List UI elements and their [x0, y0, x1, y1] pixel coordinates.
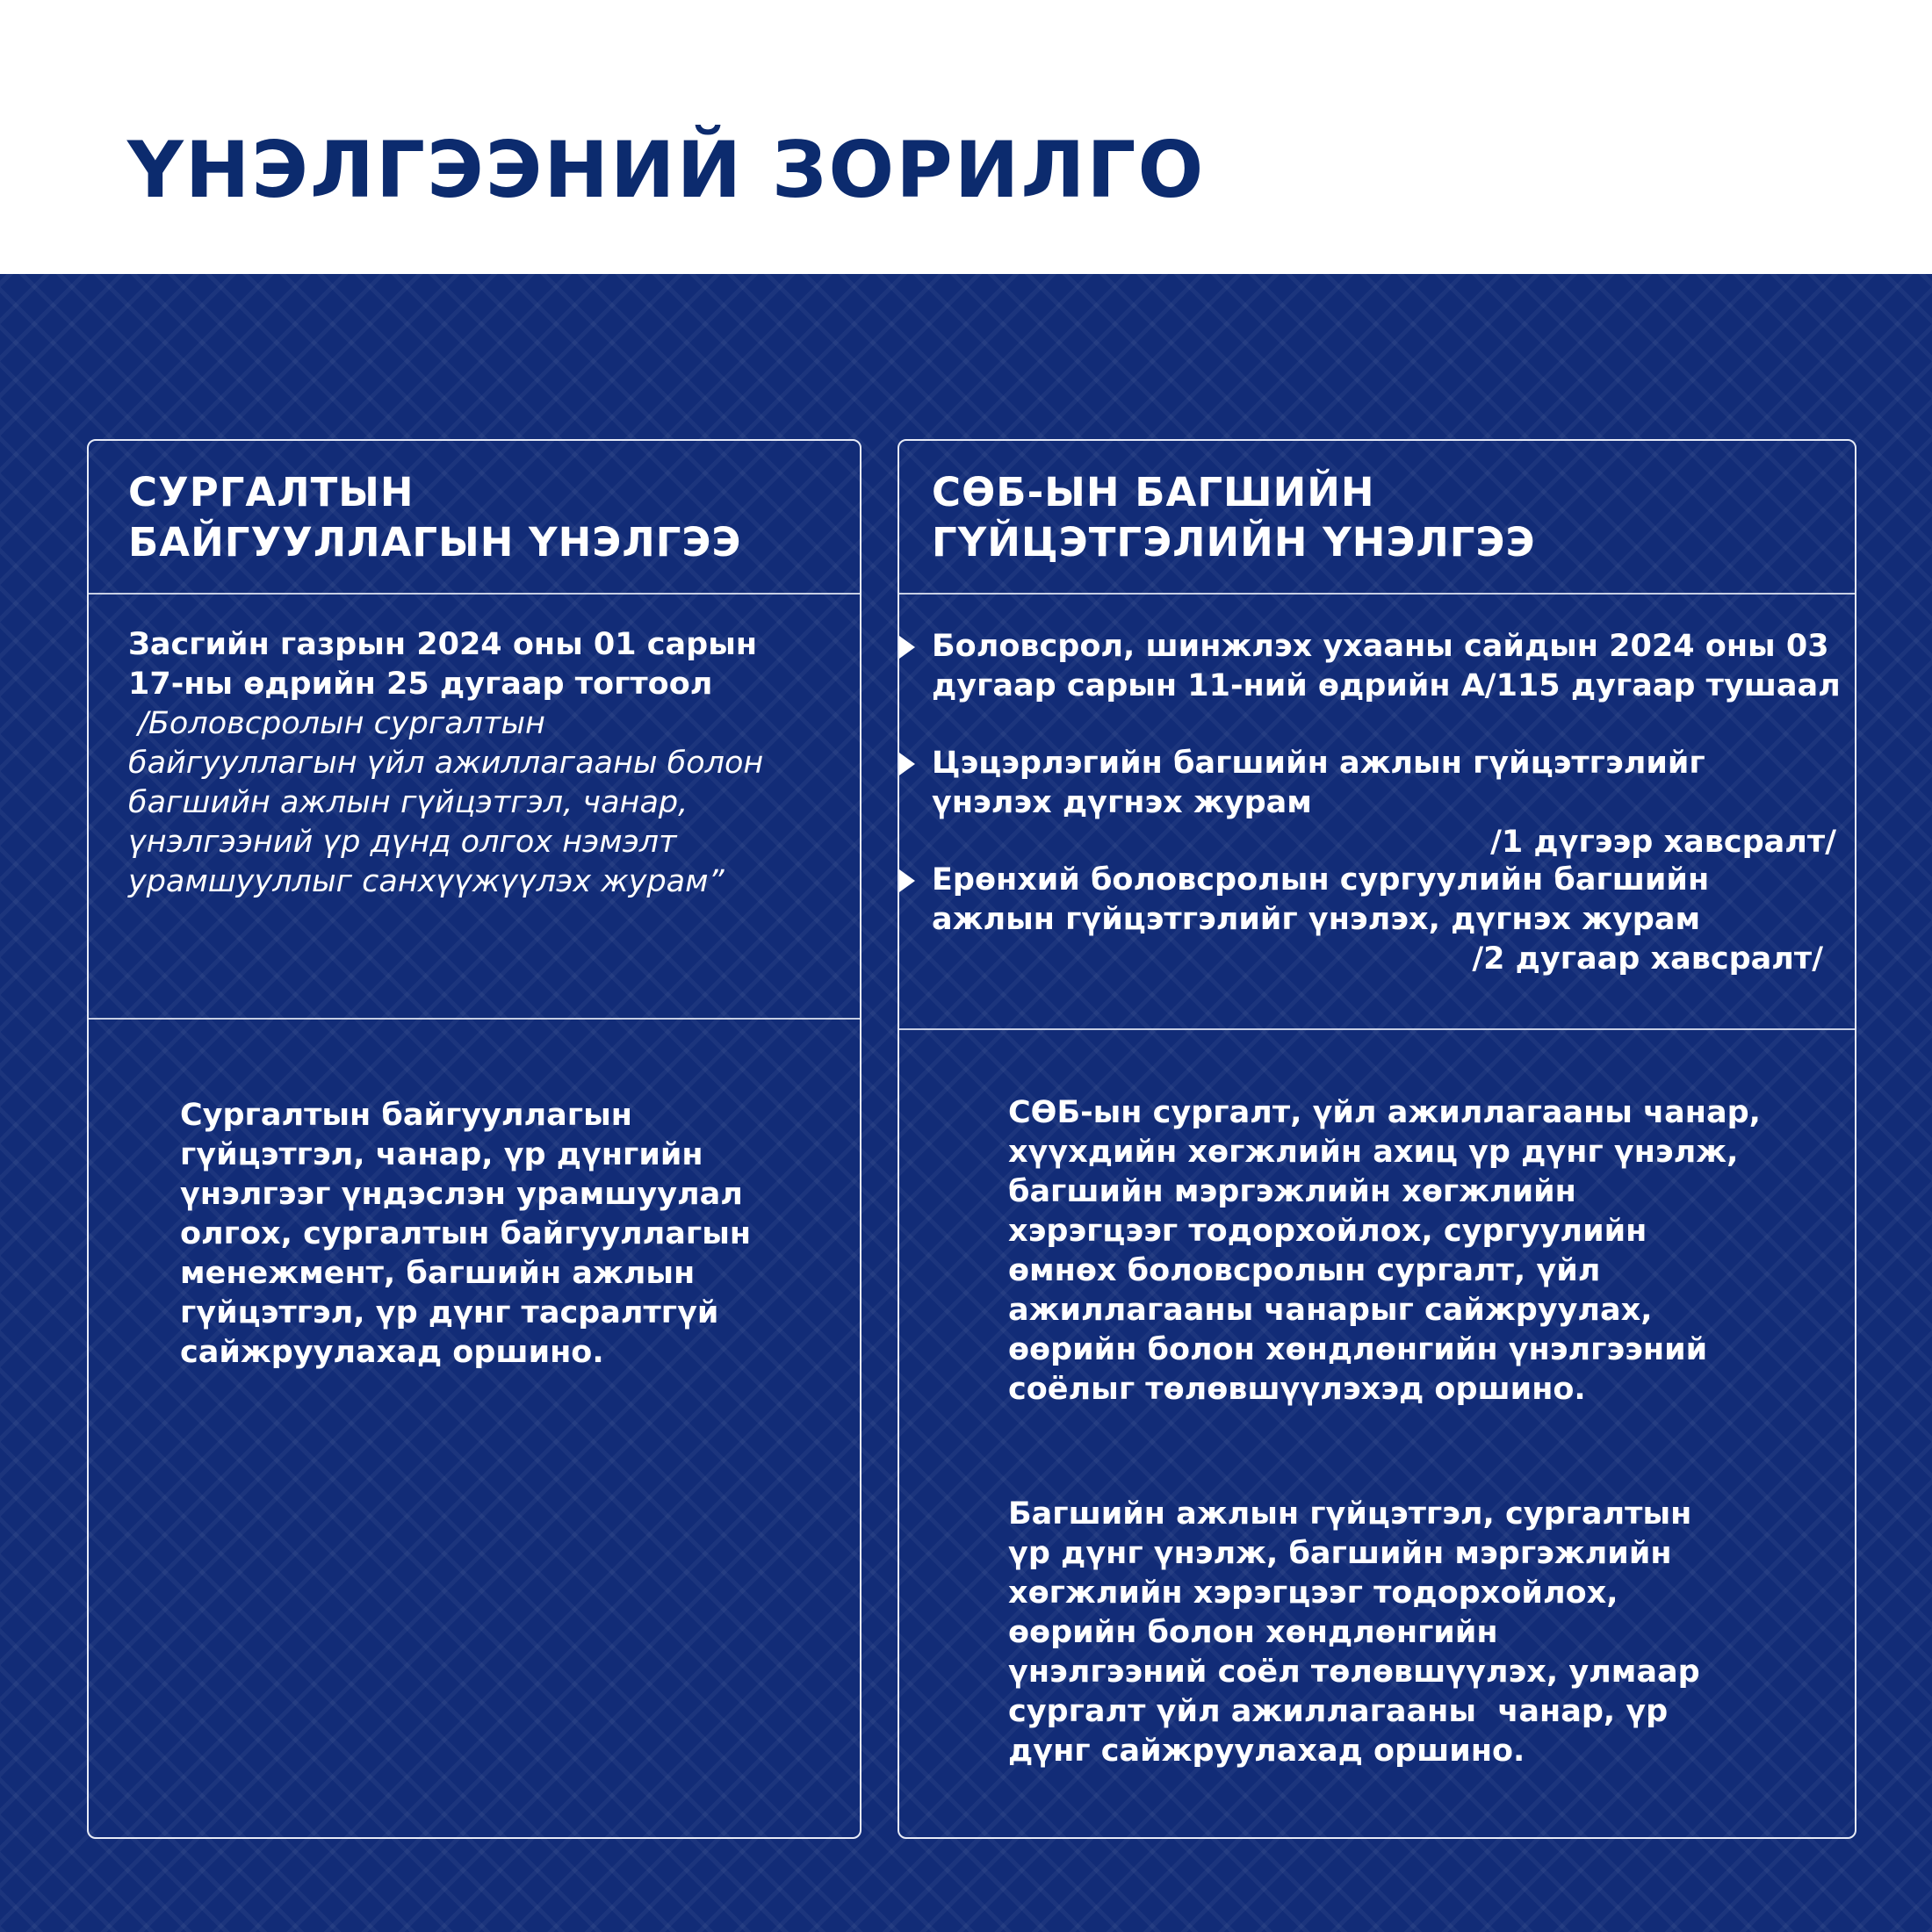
purpose-line: гүйцэтгэл, чанар, үр дүнгийн — [180, 1137, 703, 1172]
legal-basis — [128, 625, 763, 902]
purpose-line: гүйцэтгэл, үр дүнг тасралтгүй — [180, 1295, 719, 1330]
legal-italic-line: урамшууллыг санхүүжүүлэх журам” — [128, 864, 724, 899]
triangle-bullet-icon — [899, 636, 915, 659]
legal-line: 17-ны өдрийн 25 дугаар тогтоол — [128, 667, 713, 702]
purpose-line: үнэлгээг үндэслэн урамшуулал — [180, 1177, 743, 1212]
triangle-bullet-icon — [899, 869, 915, 892]
legal-item-note: /1 дүгээр хавсралт/ — [1490, 825, 1836, 860]
purpose-line: олгох, сургалтын байгууллагын — [180, 1216, 752, 1251]
purpose-line: хөгжлийн хэрэгцээг тодорхойлох, — [1008, 1575, 1618, 1611]
purpose-line: хэрэгцээг тодорхойлох, сургуулийн — [1008, 1214, 1647, 1249]
card-title — [932, 467, 1536, 567]
purpose-line: үнэлгээний соёл төлөвшүүлэх, улмаар — [1008, 1654, 1700, 1690]
legal-item — [932, 627, 1841, 706]
purpose-line: соёлыг төлөвшүүлэхэд оршино. — [1008, 1372, 1586, 1407]
preschool-purpose — [1008, 1093, 1761, 1409]
header — [0, 0, 1932, 274]
card-title — [128, 467, 741, 567]
card-title-line: СУРГАЛТЫН — [128, 469, 415, 515]
legal-item-line: дугаар сарын 11-ний өдрийн А/115 дугаар тушаал — [932, 668, 1841, 703]
institution-purpose — [180, 1096, 751, 1373]
triangle-bullet-icon — [899, 753, 915, 775]
legal-line: Засгийн газрын 2024 оны 01 сарын — [128, 627, 758, 662]
teacher-purpose — [1008, 1495, 1700, 1771]
legal-item-line: үнэлэх дүгнэх журам — [932, 785, 1312, 820]
legal-item-line: Ерөнхий боловсролын сургуулийн багшийн — [932, 862, 1710, 898]
purpose-line: үр дүнг үнэлж, багшийн мэргэжлийн — [1008, 1536, 1672, 1571]
purpose-line: өмнөх боловсролын сургалт, үйл — [1008, 1253, 1601, 1288]
purpose-line: ажиллагааны чанарыг сайжруулах, — [1008, 1293, 1653, 1328]
purpose-line: багшийн мэргэжлийн хөгжлийн — [1008, 1174, 1576, 1209]
purpose-line: Багшийн ажлын гүйцэтгэл, сургалтын — [1008, 1496, 1692, 1532]
card-title-line: БАЙГУУЛЛАГЫН ҮНЭЛГЭЭ — [128, 519, 742, 566]
purpose-line: сургалт үйл ажиллагааны чанар, үр — [1008, 1694, 1669, 1729]
purpose-line: дүнг сайжруулахад оршино. — [1008, 1734, 1525, 1769]
divider — [899, 1028, 1855, 1030]
legal-italic-line: байгууллагын үйл ажиллагааны болон — [128, 746, 764, 781]
legal-item — [932, 861, 1823, 979]
legal-item-line: ажлын гүйцэтгэлийг үнэлэх, дүгнэх журам — [932, 902, 1701, 937]
divider — [899, 593, 1855, 595]
card-institution-evaluation — [87, 439, 861, 1839]
purpose-line: Сургалтын байгууллагын — [180, 1098, 632, 1133]
legal-italic-line: үнэлгээний үр дүнд олгох нэмэлт — [128, 825, 677, 860]
legal-item-line: Боловсрол, шинжлэх ухааны сайдын 2024 оны 03 — [932, 629, 1829, 664]
page-title: ҮНЭЛГЭЭНИЙ ЗОРИЛГО — [127, 125, 1206, 215]
purpose-line: сайжруулахад оршино. — [180, 1335, 604, 1370]
card-title-line: СӨБ-ЫН БАГШИЙН — [932, 469, 1375, 515]
purpose-line: өөрийн болон хөндлөнгийн үнэлгээний — [1008, 1332, 1708, 1367]
legal-item-line: Цэцэрлэгийн багшийн ажлын гүйцэтгэлийг — [932, 746, 1705, 781]
legal-item-note: /2 дугаар хавсралт/ — [1472, 941, 1823, 977]
purpose-line: хүүхдийн хөгжлийн ахиц үр дүнг үнэлж, — [1008, 1135, 1739, 1170]
card-teacher-evaluation — [898, 439, 1856, 1839]
legal-item — [932, 744, 1836, 862]
divider — [89, 1018, 860, 1020]
legal-italic-line: /Боловсролын сургалтын — [128, 706, 545, 741]
purpose-line: менежмент, багшийн ажлын — [180, 1256, 696, 1291]
legal-italic-line: багшийн ажлын гүйцэтгэл, чанар, — [128, 785, 688, 820]
purpose-line: өөрийн болон хөндлөнгийн — [1008, 1615, 1498, 1650]
purpose-line: СӨБ-ын сургалт, үйл ажиллагааны чанар, — [1008, 1095, 1761, 1130]
card-title-line: ГҮЙЦЭТГЭЛИЙН ҮНЭЛГЭЭ — [932, 519, 1536, 566]
divider — [89, 593, 860, 595]
